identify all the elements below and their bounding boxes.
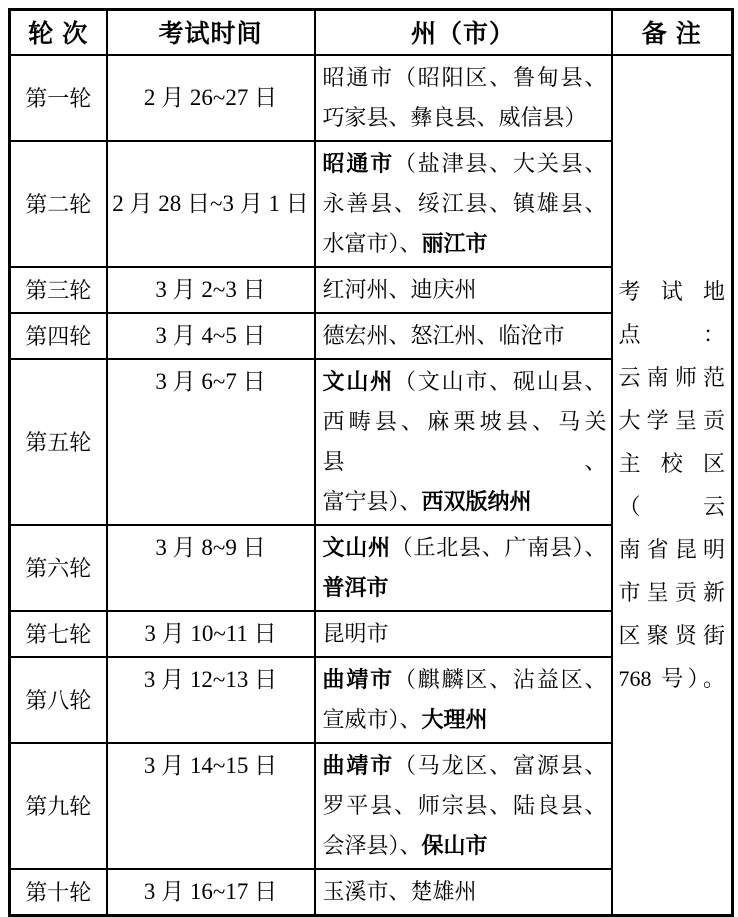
round-cell: [10, 869, 107, 916]
round-cell: [10, 313, 107, 359]
region-line: [323, 614, 607, 654]
round-cell: [10, 657, 107, 743]
time-cell: [107, 359, 315, 525]
region-line: [323, 660, 607, 700]
region-name-bold: 昭通市: [322, 150, 394, 176]
remark-line: 区聚贤街: [618, 622, 725, 648]
time-label: 2 月 26~27 日: [143, 84, 278, 110]
round-label: 第七轮: [25, 622, 92, 647]
region-text: 红河州、迪庆州: [322, 276, 477, 302]
round-label: 第九轮: [25, 794, 92, 819]
round-label: 第三轮: [25, 278, 92, 303]
round-cell: [10, 267, 107, 313]
round-label: 第一轮: [25, 86, 92, 111]
region-line: [323, 402, 607, 482]
time-label: 2 月 28 日~3 月 1 日: [112, 190, 309, 216]
time-cell: [107, 869, 315, 916]
region-line: [323, 362, 607, 402]
time-cell: [107, 657, 315, 743]
region-cell: [315, 869, 612, 916]
region-line: [323, 58, 607, 98]
time-cell: [107, 313, 315, 359]
time-label: 3 月 4~5 日: [155, 322, 266, 348]
time-label: 3 月 6~7 日: [155, 368, 266, 394]
region-name-bold: 文山州: [322, 534, 391, 560]
round-label: 第八轮: [25, 688, 92, 713]
region-cell: [315, 359, 612, 525]
region-text: 会泽县）、: [322, 832, 422, 858]
header-remark: 备 注: [612, 10, 733, 55]
remark-line: 768 号）。: [618, 665, 725, 691]
region-line: [323, 700, 607, 740]
table-body: [10, 55, 733, 916]
round-cell: [10, 743, 107, 869]
time-cell: [107, 55, 315, 141]
remark-block: [619, 270, 726, 700]
header-region: 州（市）: [315, 10, 612, 55]
region-name-bold: 曲靖市: [322, 666, 394, 692]
remark-line: 主校区（云: [618, 450, 725, 519]
region-name-bold: 普洱市: [322, 574, 389, 600]
header-round: 轮 次: [10, 10, 107, 55]
time-cell: [107, 525, 315, 611]
time-label: 3 月 8~9 日: [155, 534, 266, 560]
exam-schedule-table: [8, 8, 734, 917]
region-text: （文山市、砚山县、: [393, 368, 607, 394]
region-text: （马龙区、富源县、: [393, 752, 607, 778]
region-name-bold: 西双版纳州: [421, 488, 532, 514]
time-label: 3 月 12~13 日: [143, 666, 278, 692]
region-cell: [315, 525, 612, 611]
time-cell: [107, 267, 315, 313]
region-cell: [315, 141, 612, 267]
region-cell: [315, 55, 612, 141]
time-cell: [107, 743, 315, 869]
remark-line: 市呈贡新: [618, 579, 725, 605]
region-name-bold: 大理州: [421, 706, 488, 732]
time-label: 3 月 16~17 日: [143, 878, 278, 904]
round-label: 第四轮: [25, 324, 92, 349]
region-text: 昆明市: [322, 620, 389, 646]
round-cell: [10, 359, 107, 525]
region-text: 德宏州、怒江州、临沧市: [322, 322, 565, 348]
region-text: 玉溪市、楚雄州: [322, 878, 477, 904]
remark-cell: [612, 55, 733, 916]
round-label: 第二轮: [25, 192, 92, 217]
region-line: [323, 826, 607, 866]
region-line: [323, 872, 607, 912]
region-text: 永善县、绥江县、镇雄县、: [322, 190, 607, 216]
time-label: 3 月 10~11 日: [144, 620, 277, 646]
region-text: 罗平县、师宗县、陆良县、: [322, 792, 607, 818]
time-cell: [107, 611, 315, 657]
region-line: [323, 98, 607, 138]
remark-line: 南省昆明: [618, 536, 725, 562]
table-header-row: [10, 10, 733, 55]
region-text: 宣威市）、: [322, 706, 422, 732]
time-label: 3 月 14~15 日: [143, 752, 278, 778]
round-cell: [10, 141, 107, 267]
region-text: 昭通市（昭阳区、鲁甸县、: [322, 64, 607, 90]
round-cell: [10, 611, 107, 657]
remark-line: 云南师范: [618, 364, 725, 390]
round-label: 第五轮: [25, 430, 92, 455]
region-text: （麒麟区、沾益区、: [393, 666, 607, 692]
region-cell: [315, 267, 612, 313]
remark-line: 考试地点：: [618, 278, 725, 347]
region-text: 富宁县）、: [322, 488, 422, 514]
region-text: 西畴县、麻栗坡县、马关县、: [322, 408, 607, 474]
region-line: [323, 528, 607, 568]
table-row: [10, 55, 733, 141]
region-cell: [315, 611, 612, 657]
round-label: 第十轮: [25, 880, 92, 905]
region-text: 巧家县、彝良县、威信县）: [322, 104, 587, 130]
region-line: [323, 144, 607, 184]
region-line: [323, 270, 607, 310]
round-cell: [10, 525, 107, 611]
region-name-bold: 丽江市: [421, 230, 488, 256]
region-name-bold: 曲靖市: [322, 752, 394, 778]
region-text: （丘北县、广南县）、: [390, 534, 607, 560]
region-line: [323, 224, 607, 264]
remark-line: 大学呈贡: [618, 407, 725, 433]
round-cell: [10, 55, 107, 141]
round-label: 第六轮: [25, 556, 92, 581]
region-text: 水富市）、: [322, 230, 422, 256]
region-line: [323, 184, 607, 224]
region-line: [323, 316, 607, 356]
header-time: 考试时间: [107, 10, 315, 55]
region-cell: [315, 743, 612, 869]
region-text: （盐津县、大关县、: [393, 150, 607, 176]
region-line: [323, 568, 607, 608]
region-line: [323, 482, 607, 522]
region-line: [323, 786, 607, 826]
region-name-bold: 文山州: [322, 368, 394, 394]
time-cell: [107, 141, 315, 267]
time-label: 3 月 2~3 日: [155, 276, 266, 302]
region-cell: [315, 313, 612, 359]
region-line: [323, 746, 607, 786]
region-cell: [315, 657, 612, 743]
region-name-bold: 保山市: [421, 832, 488, 858]
